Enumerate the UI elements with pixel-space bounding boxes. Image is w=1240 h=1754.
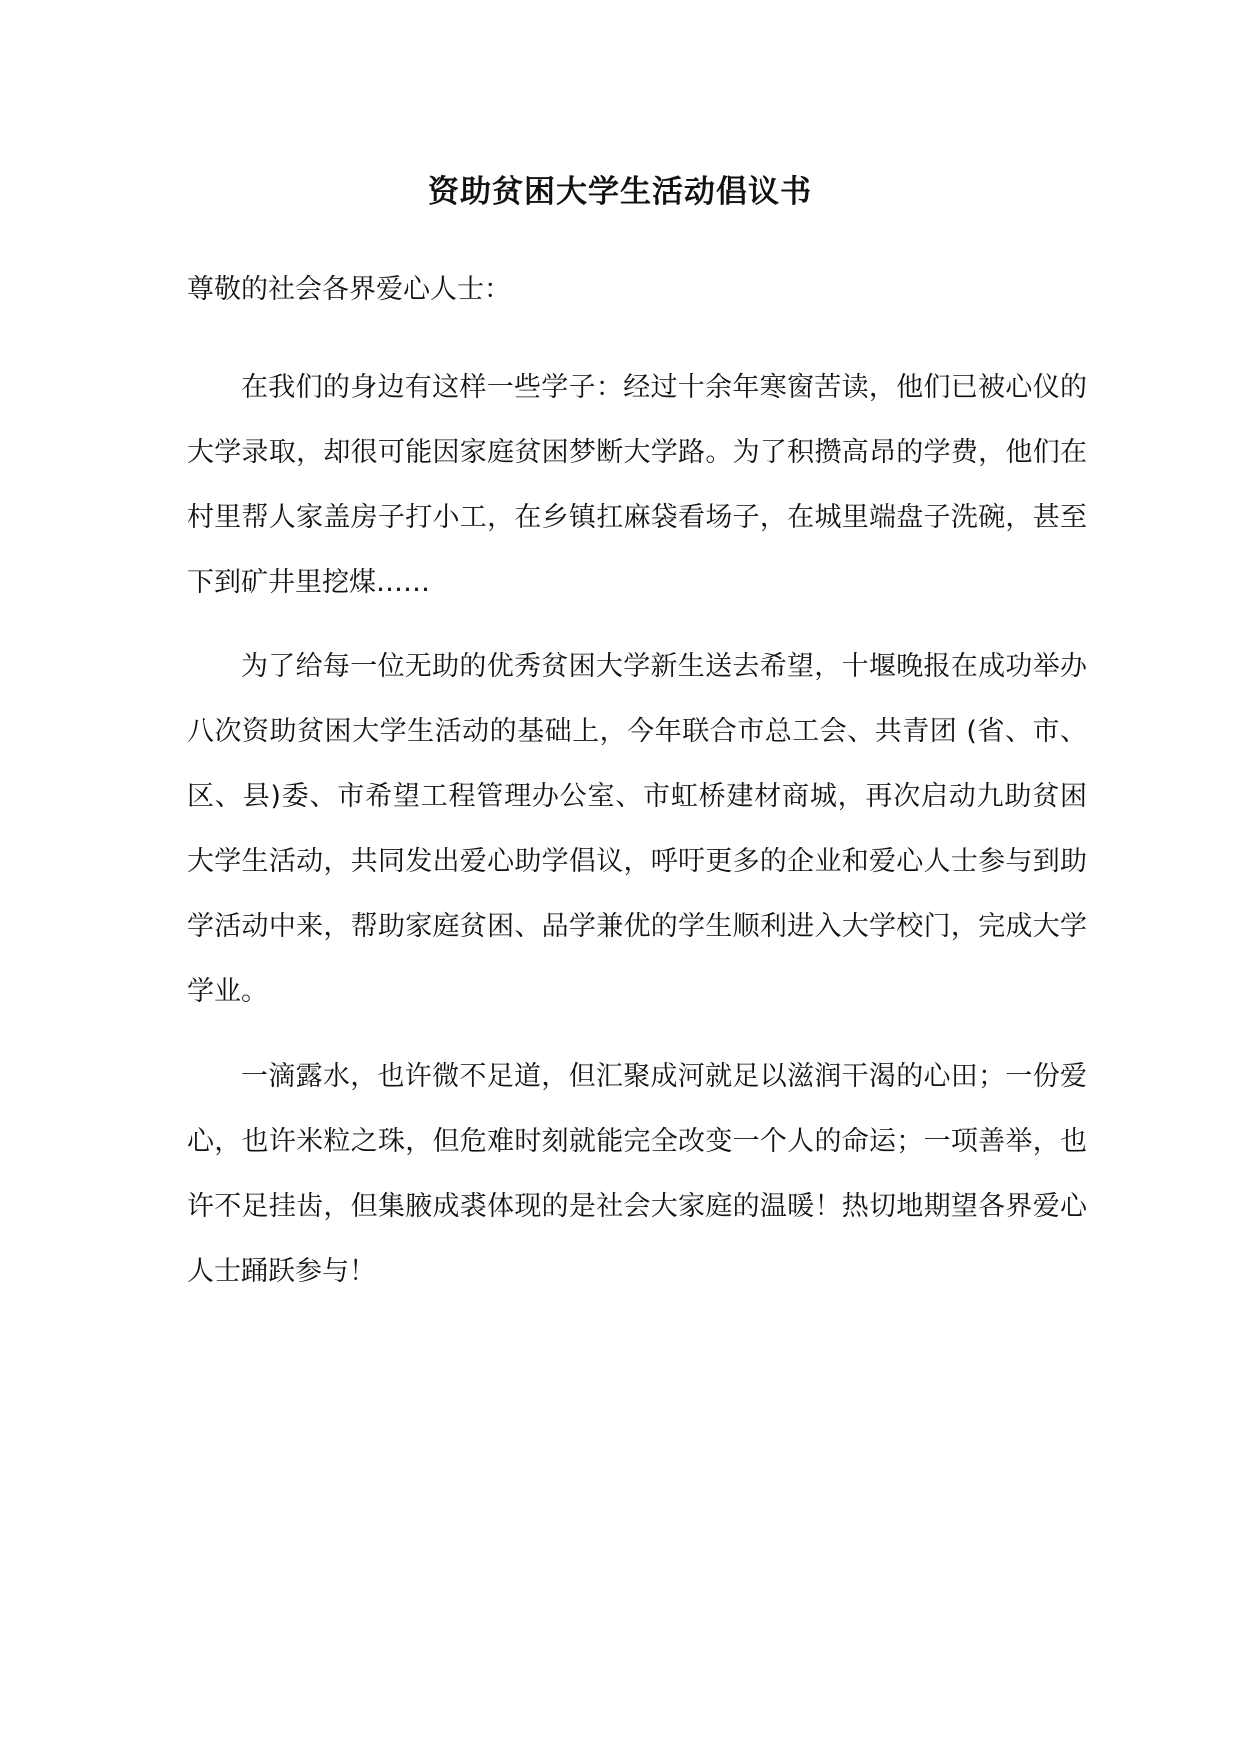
document-title: 资助贫困大学生活动倡议书 (428, 174, 812, 210)
paragraph-1: 在我们的身边有这样一些学子：经过十余年寒窗苦读，他们已被心仪的大学录取，却很可能因家庭贫困梦断大学路。为了积攒高昂的学费，他们在村里帮人家盖房子打小工，在乡镇扛麻袋看场子，在城里端盘子洗碗，甚至下到矿井里挖煤…… (187, 372, 1087, 598)
salutation: 尊敬的社会各界爱心人士： (187, 274, 511, 305)
paragraph-3: 一滴露水，也许微不足道，但汇聚成河就足以滋润干渴的心田；一份爱心，也许米粒之珠，但危难时刻就能完全改变一个人的命运；一项善举，也许不足挂齿，但集腋成裘体现的是社会大家庭的温暖！热切地期望各界爱心人士踊跃参与！ (187, 1061, 1087, 1287)
paragraph-2: 为了给每一位无助的优秀贫困大学新生送去希望，十堰晚报在成功举办八次资助贫困大学生活动的基础上，今年联合市总工会、共青团 (省、市、区、县)委、市希望工程管理办公室、市虹桥建材商城，再次启动九助贫困大学生活动，共同发出爱心助学倡议，呼吁更多的企业和爱心人士参与到助学活动中来，帮助家庭贫困、品学兼优的学生顺利进入大学校门，完成大学学业。 (187, 651, 1087, 1007)
